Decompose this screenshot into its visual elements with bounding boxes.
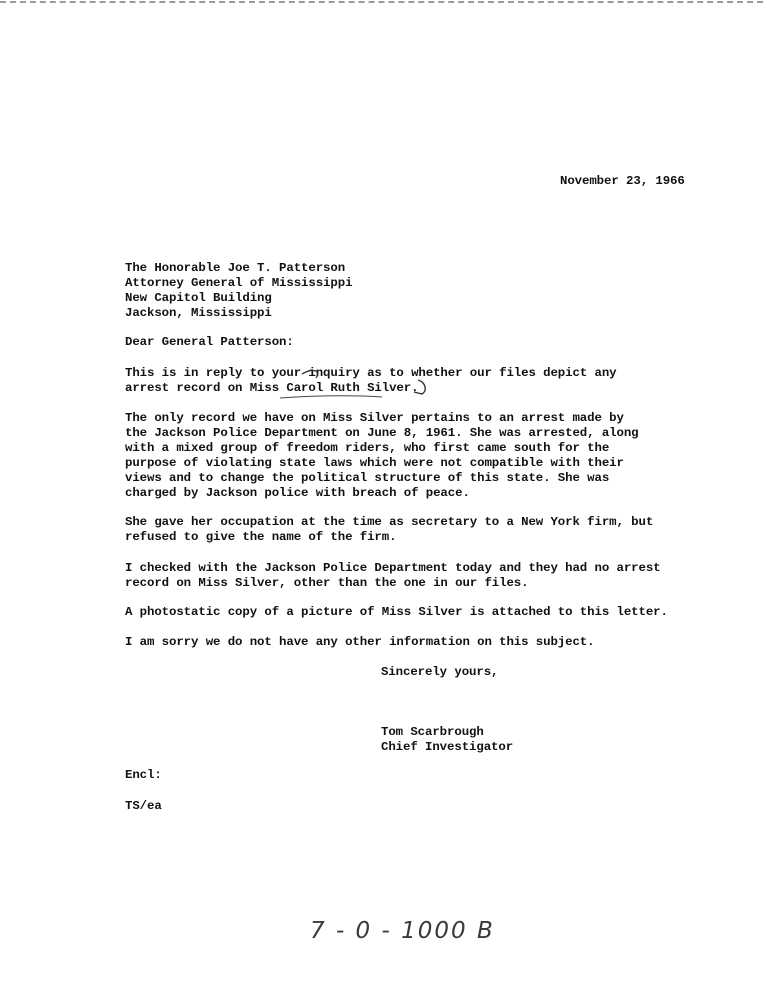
signer-title: Chief Investigator bbox=[381, 740, 514, 754]
signature-block bbox=[381, 725, 513, 755]
page-top-border bbox=[0, 1, 763, 3]
paragraph-line: refused to give the name of the firm. bbox=[125, 530, 397, 544]
paragraph-line: This is in reply to your inquiry as to whether our files depict any bbox=[125, 366, 617, 380]
paragraph-occupation bbox=[125, 515, 653, 545]
enclosure-note: Encl: bbox=[125, 768, 162, 782]
salutation: Dear General Patterson: bbox=[125, 335, 294, 349]
paragraph-line: I am sorry we do not have any other information on this subject. bbox=[125, 635, 595, 649]
recipient-line: New Capitol Building bbox=[125, 291, 272, 305]
paragraph-line: with a mixed group of freedom riders, who first came south for the bbox=[125, 441, 610, 455]
recipient-line: Jackson, Mississippi bbox=[125, 306, 272, 320]
paragraph-line: views and to change the political structure of this state. She was bbox=[125, 471, 610, 485]
reference-initials: TS/ea bbox=[125, 799, 162, 813]
paragraph-line: charged by Jackson police with breach of peace. bbox=[125, 486, 470, 500]
paragraph-line: A photostatic copy of a picture of Miss Silver is attached to this letter. bbox=[125, 605, 668, 619]
paragraph-line: purpose of violating state laws which were not compatible with their bbox=[125, 456, 624, 470]
recipient-address bbox=[125, 261, 352, 321]
closing: Sincerely yours, bbox=[381, 665, 499, 679]
handwritten-pen-mark bbox=[250, 368, 450, 408]
handwritten-file-number: 7 - 0 - 1000 B bbox=[310, 918, 495, 944]
letter-date: November 23, 1966 bbox=[560, 174, 685, 188]
paragraph-line: arrest record on Miss Carol Ruth Silver. bbox=[125, 381, 419, 395]
paragraph-apology bbox=[125, 635, 594, 650]
signer-name: Tom Scarbrough bbox=[381, 725, 484, 739]
recipient-line: The Honorable Joe T. Patterson bbox=[125, 261, 346, 275]
paragraph-line: The only record we have on Miss Silver pertains to an arrest made by bbox=[125, 411, 624, 425]
paragraph-line: I checked with the Jackson Police Department today and they had no arrest bbox=[125, 561, 661, 575]
recipient-line: Attorney General of Mississippi bbox=[125, 276, 353, 290]
paragraph-arrest-record bbox=[125, 411, 639, 501]
paragraph-line: record on Miss Silver, other than the one in our files. bbox=[125, 576, 529, 590]
paragraph-line: the Jackson Police Department on June 8, 1961. She was arrested, along bbox=[125, 426, 639, 440]
paragraph-photostatic bbox=[125, 605, 668, 620]
paragraph-line: She gave her occupation at the time as secretary to a New York firm, but bbox=[125, 515, 654, 529]
paragraph-police-check bbox=[125, 561, 661, 591]
